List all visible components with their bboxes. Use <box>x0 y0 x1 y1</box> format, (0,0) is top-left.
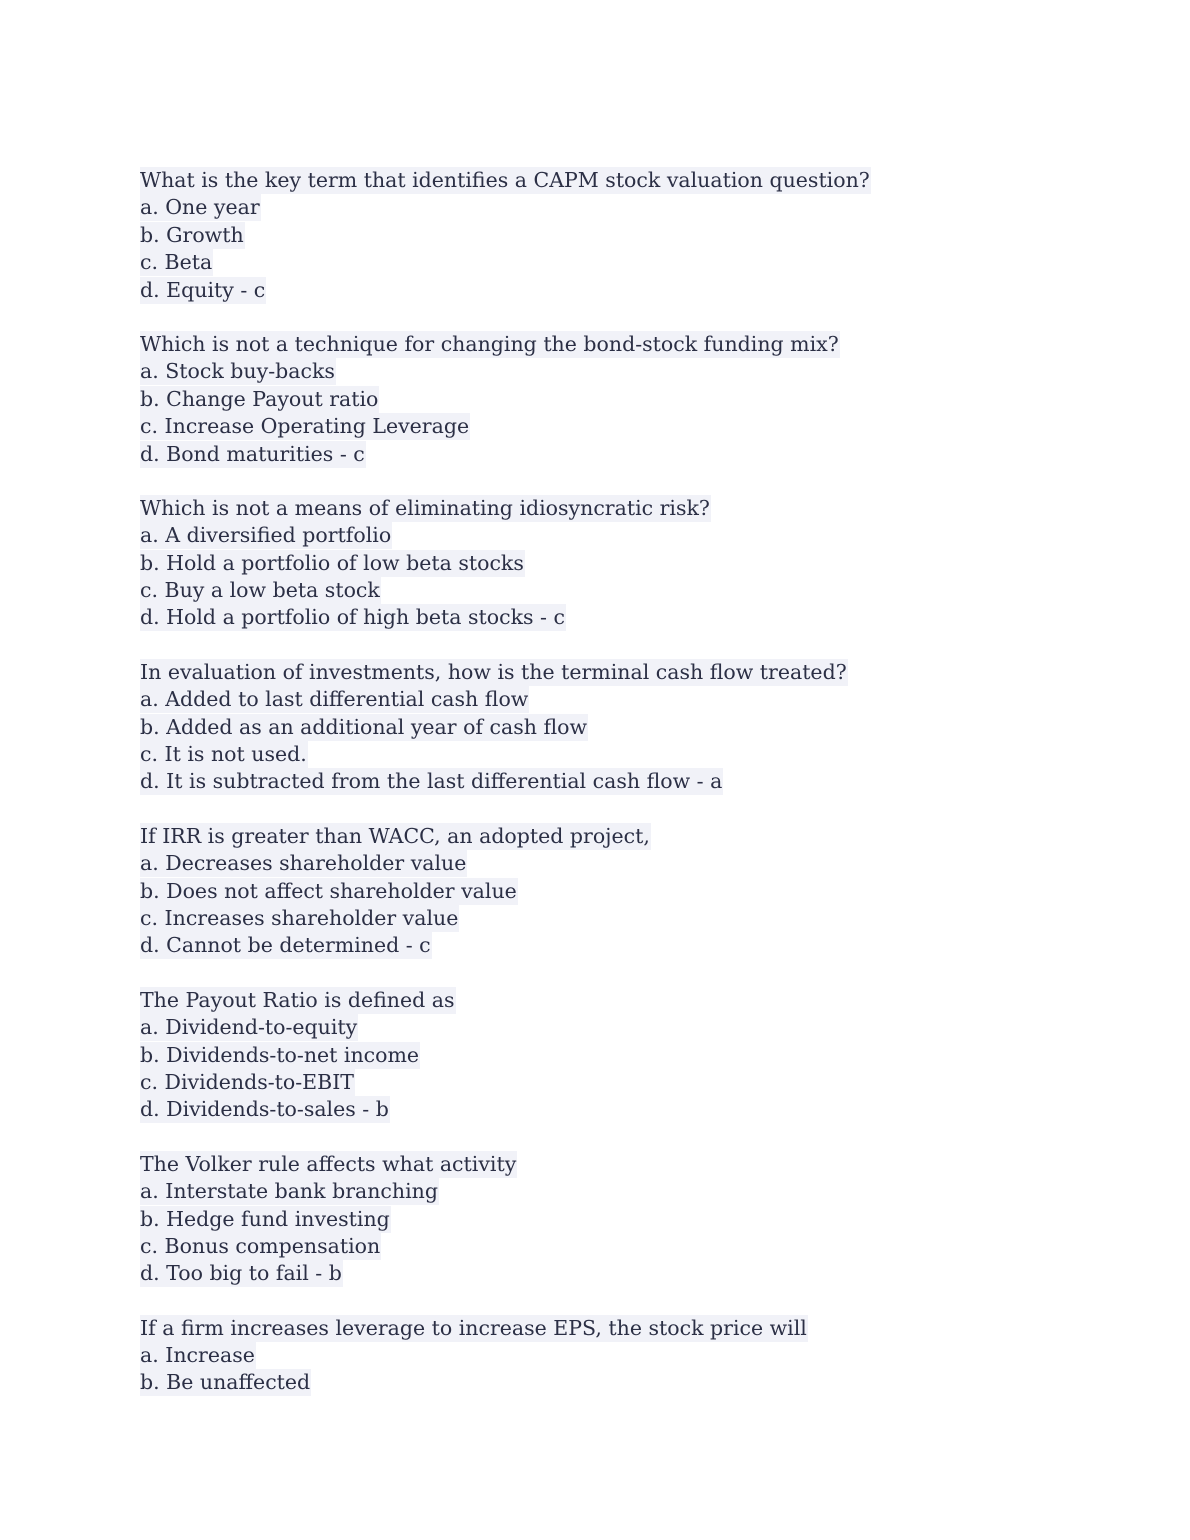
answer-option: b. Hold a portfolio of low beta stocks <box>140 550 524 575</box>
answer-option: a. Stock buy-backs <box>140 359 335 384</box>
answer-option: d. Bond maturities - c <box>140 441 365 466</box>
answer-option: d. Cannot be determined - c <box>140 933 431 958</box>
answer-option: a. One year <box>140 195 260 220</box>
answer-option: a. Decreases shareholder value <box>140 851 467 876</box>
document-page <box>140 167 1100 1424</box>
question-block-3 <box>140 495 1100 632</box>
answer-option: b. Growth <box>140 222 244 247</box>
answer-option: c. Increase Operating Leverage <box>140 414 470 439</box>
answer-option: c. Bonus compensation <box>140 1233 381 1258</box>
question-text: The Volker rule affects what activity <box>140 1151 517 1176</box>
question-text: If IRR is greater than WACC, an adopted project, <box>140 823 650 848</box>
answer-option: d. Equity - c <box>140 277 266 302</box>
question-block-8 <box>140 1315 1100 1397</box>
question-block-6 <box>140 987 1100 1124</box>
answer-option: b. Does not affect shareholder value <box>140 878 517 903</box>
question-text: In evaluation of investments, how is the terminal cash flow treated? <box>140 659 847 684</box>
question-block-7 <box>140 1151 1100 1288</box>
answer-option: a. Increase <box>140 1343 255 1368</box>
answer-option: b. Added as an additional year of cash flow <box>140 714 588 739</box>
question-text: Which is not a means of eliminating idiosyncratic risk? <box>140 495 710 520</box>
question-text: If a firm increases leverage to increase EPS, the stock price will <box>140 1315 807 1340</box>
answer-option: c. Dividends-to-EBIT <box>140 1069 354 1094</box>
answer-option: a. A diversified portfolio <box>140 523 392 548</box>
answer-option: d. Dividends-to-sales - b <box>140 1097 389 1122</box>
question-block-1 <box>140 167 1100 304</box>
answer-option: c. It is not used. <box>140 742 307 767</box>
answer-option: a. Dividend-to-equity <box>140 1015 358 1040</box>
question-block-5 <box>140 823 1100 960</box>
question-block-2 <box>140 331 1100 468</box>
answer-option: a. Interstate bank branching <box>140 1179 438 1204</box>
answer-option: b. Dividends-to-net income <box>140 1042 420 1067</box>
answer-option: c. Increases shareholder value <box>140 905 459 930</box>
answer-option: d. Hold a portfolio of high beta stocks - c <box>140 605 565 630</box>
answer-option: d. Too big to fail - b <box>140 1261 342 1286</box>
question-text: The Payout Ratio is defined as <box>140 987 455 1012</box>
answer-option: d. It is subtracted from the last differential cash flow - a <box>140 769 723 794</box>
answer-option: a. Added to last differential cash flow <box>140 687 529 712</box>
answer-option: c. Beta <box>140 250 213 275</box>
question-text: What is the key term that identifies a CAPM stock valuation question? <box>140 168 870 192</box>
question-text: Which is not a technique for changing the bond-stock funding mix? <box>140 331 839 356</box>
answer-option: b. Hedge fund investing <box>140 1206 390 1231</box>
answer-option: c. Buy a low beta stock <box>140 578 380 603</box>
answer-option: b. Be unaffected <box>140 1370 311 1395</box>
answer-option: b. Change Payout ratio <box>140 386 379 411</box>
question-block-4 <box>140 659 1100 796</box>
